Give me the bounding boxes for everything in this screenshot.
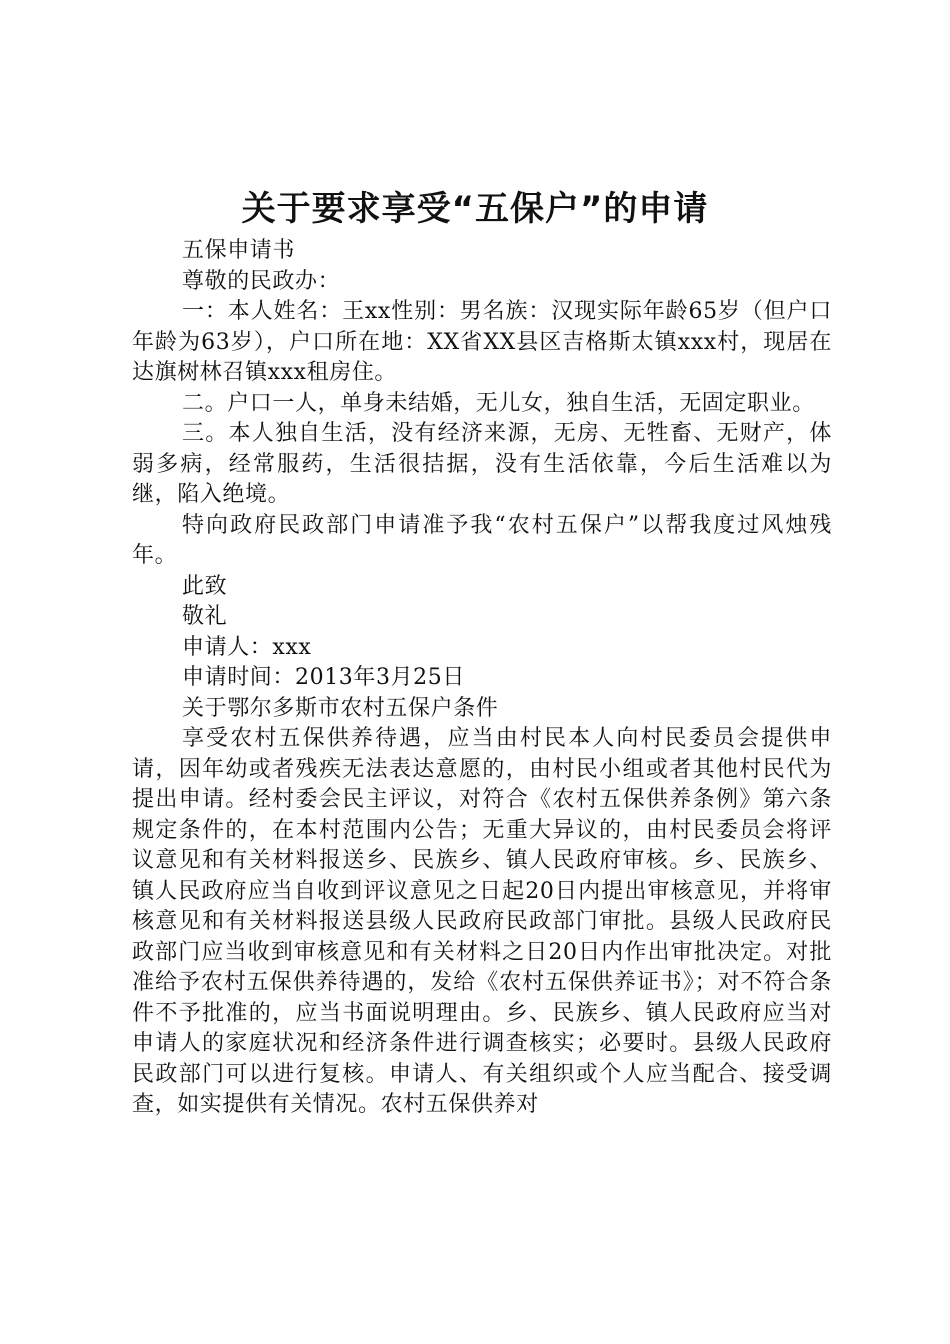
paragraph-item-two: 二。户口一人，单身未结婚，无儿女，独自生活，无固定职业。	[182, 390, 815, 416]
paragraph-closing-2: 敬礼	[182, 604, 228, 629]
paragraph-request: 特向政府民政部门申请准予我“农村五保户”以帮我度过风烛残年。	[132, 512, 832, 568]
paragraph-closing-1: 此致	[182, 573, 228, 599]
paragraph-heading: 五保申请书	[182, 238, 296, 263]
paragraph-conditions: 享受农村五保供养待遇，应当由村民本人向村民委员会提供申请，因年幼或者残疾无法表达意愿的，由村民小组或者其他村民代为提出申请。经村委会民主评议，对符合《农村五保供养条例》第六条规定条件的，在本村范围内公告；无重大异议的，由村民委员会将评议意见和有关材料报送乡、民族乡、镇人民政府审核。乡、民族乡、镇人民政府应当自收到评议意见之日起20日内提出审核意见，并将审核意见和有关材料报送县级人民政府民政部门审批。县级人民政府民政部门应当收到审核意见和有关材料之日20日内作出审批决定。对批准给予农村五保供养待遇的，发给《农村五保供养证书》；对不符合条件不予批准的，应当书面说明理由。乡、民族乡、镇人民政府应当对申请人的家庭状况和经济条件进行调查核实；必要时。县级人民政府民政部门可以进行复核。申请人、有关组织或个人应当配合、接受调查，如实提供有关情况。农村五保供养对	[132, 726, 832, 1117]
paragraph-item-three: 三。本人独自生活，没有经济来源，无房、无牲畜、无财产，体弱多病，经常服药，生活很拮据，没有生活依靠，今后生活难以为继，陷入绝境。	[132, 421, 832, 507]
paragraph-section-heading: 关于鄂尔多斯市农村五保户条件	[182, 695, 499, 721]
document-title: 关于要求享受“五保户”的申请	[241, 189, 709, 229]
paragraph-salutation: 尊敬的民政办：	[182, 268, 341, 294]
paragraph-date: 申请时间：2013年3月25日	[182, 665, 465, 690]
paragraph-applicant: 申请人：xxx	[182, 634, 312, 660]
document-body	[132, 236, 832, 1121]
paragraph-item-one: 一：本人姓名：王xx性别：男名族：汉现实际年龄65岁（但户口年龄为63岁），户口所在地：XX省XX县区吉格斯太镇xxx村，现居在达旗树林召镇xxx租房住。	[132, 299, 832, 385]
